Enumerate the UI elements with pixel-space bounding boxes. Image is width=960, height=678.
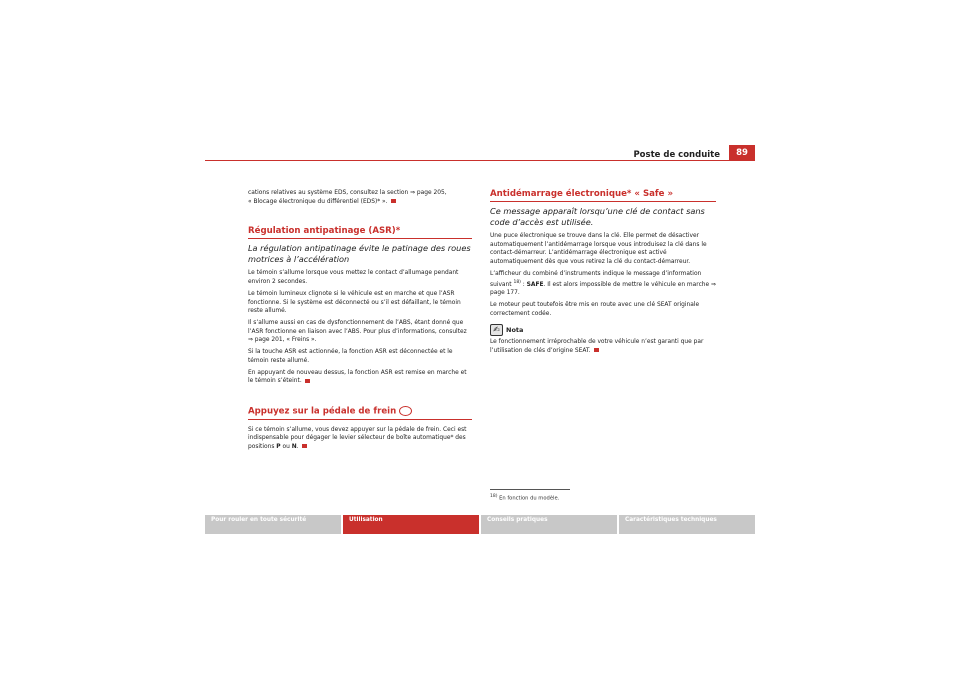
end-marker (305, 379, 310, 383)
brake-heading-rule (248, 419, 472, 420)
safe-heading: Antidémarrage électronique* « Safe » (490, 189, 674, 199)
asr-heading: Régulation antipatinage (ASR)* (248, 226, 401, 237)
asr-paragraph-5-wrap (248, 369, 472, 386)
brake-heading-row (248, 406, 472, 418)
footnote (490, 494, 559, 502)
note-icon: ✍ (490, 324, 503, 336)
right-column (490, 189, 716, 359)
running-header-title: Poste de conduite (633, 150, 720, 160)
safe-paragraph-3: Le moteur peut toutefois être mis en route avec une clé SEAT originale correctement codée. (490, 302, 700, 317)
footnote-text: En fonction du modèle. (499, 495, 560, 502)
brake-paragraph (248, 426, 472, 452)
intro-line-1: cations relatives au système EDS, consultez la section ⇒ page 205, (248, 190, 447, 196)
nota-header (490, 324, 716, 336)
safe-p2-c: . Il est alors impossible de mettre le véhicule en marche ⇒ page 177. (490, 281, 716, 297)
tab-practical-tips[interactable]: Conseils pratiques (481, 515, 617, 534)
brake-warning-icon (399, 406, 412, 416)
gear-p: P (276, 443, 281, 450)
intro-line-2: « Blocage électronique du différentiel (EDS)* ». (248, 198, 388, 205)
tab-operation[interactable]: Utilisation (343, 515, 479, 534)
asr-paragraph-3: Il s’allume aussi en cas de dysfonctionnement de l’ABS, étant donné que l’ASR fonctionne en liaison avec l’ABS. Pour plus d’informations, consultez ⇒ page 201, « Freins ». (248, 320, 467, 344)
safe-lead: Ce message apparaît lorsqu’une clé de contact sans code d’accès est utilisée. (490, 206, 705, 227)
nota-paragraph (490, 338, 716, 355)
footnote-ref: 18) (513, 279, 521, 285)
asr-heading-rule (248, 238, 472, 239)
end-marker (302, 444, 307, 448)
safe-paragraph-2 (490, 270, 716, 298)
intro-text (248, 189, 472, 206)
tab-technical-specs[interactable]: Caractéristiques techniques (619, 515, 755, 534)
brake-heading: Appuyez sur la pédale de frein (248, 406, 397, 417)
page-number: 89 (729, 145, 755, 161)
safe-p2-a: L’afficheur du combiné d’instruments indique le message d’information suivant (490, 270, 702, 288)
footnote-rule (490, 489, 570, 490)
footnote-number: 18) (490, 494, 498, 499)
safe-heading-rule (490, 201, 716, 202)
brake-dot: . (296, 443, 299, 450)
safe-p2-b: : (520, 281, 527, 288)
asr-paragraph-2: Le témoin lumineux clignote si le véhicule est en marche et que l’ASR fonctionne. Si le système est déconnecté ou s’il est défaillant, le témoin reste allumé. (248, 290, 461, 315)
nota-label: Nota (506, 325, 524, 334)
asr-lead: La régulation antipatinage évite le patinage des roues motrices à l’accélération (248, 243, 471, 264)
nota-text: Le fonctionnement irréprochable de votre véhicule n’est garanti que par l’utilisation de clés d’origine SEAT. (490, 339, 704, 354)
tab-safety[interactable]: Pour rouler en toute sécurité (205, 515, 341, 534)
brake-text: Si ce témoin s’allume, vous devez appuyer sur la pédale de frein. Ceci est indispensable pour dégager le levier sélecteur de boîte automatique* des positions (248, 426, 467, 450)
gear-n: N (291, 443, 297, 450)
left-column (248, 189, 472, 455)
brake-or: ou (280, 443, 292, 450)
asr-paragraph-4: Si la touche ASR est actionnée, la fonction ASR est déconnectée et le témoin reste allumé. (248, 349, 453, 364)
asr-paragraph-5: En appuyant de nouveau dessus, la fonction ASR est remise en marche et le témoin s’éteint. (248, 369, 467, 385)
safe-code: SAFE (526, 281, 544, 288)
asr-paragraph-1: Le témoin s’allume lorsque vous mettez le contact d’allumage pendant environ 2 secondes. (248, 270, 459, 285)
end-marker (391, 199, 396, 203)
safe-paragraph-1: Une puce électronique se trouve dans la clé. Elle permet de désactiver automatiquement l’antidémarrage lorsque vous introduisez la clé dans le contact-démarreur. L’antidémarrage électronique est activé automatiquement dès que vous retirez la clé du contact-démarreur. (490, 233, 707, 265)
end-marker (594, 348, 599, 352)
header-rule (205, 160, 755, 161)
footer-tab-bar (205, 515, 755, 534)
